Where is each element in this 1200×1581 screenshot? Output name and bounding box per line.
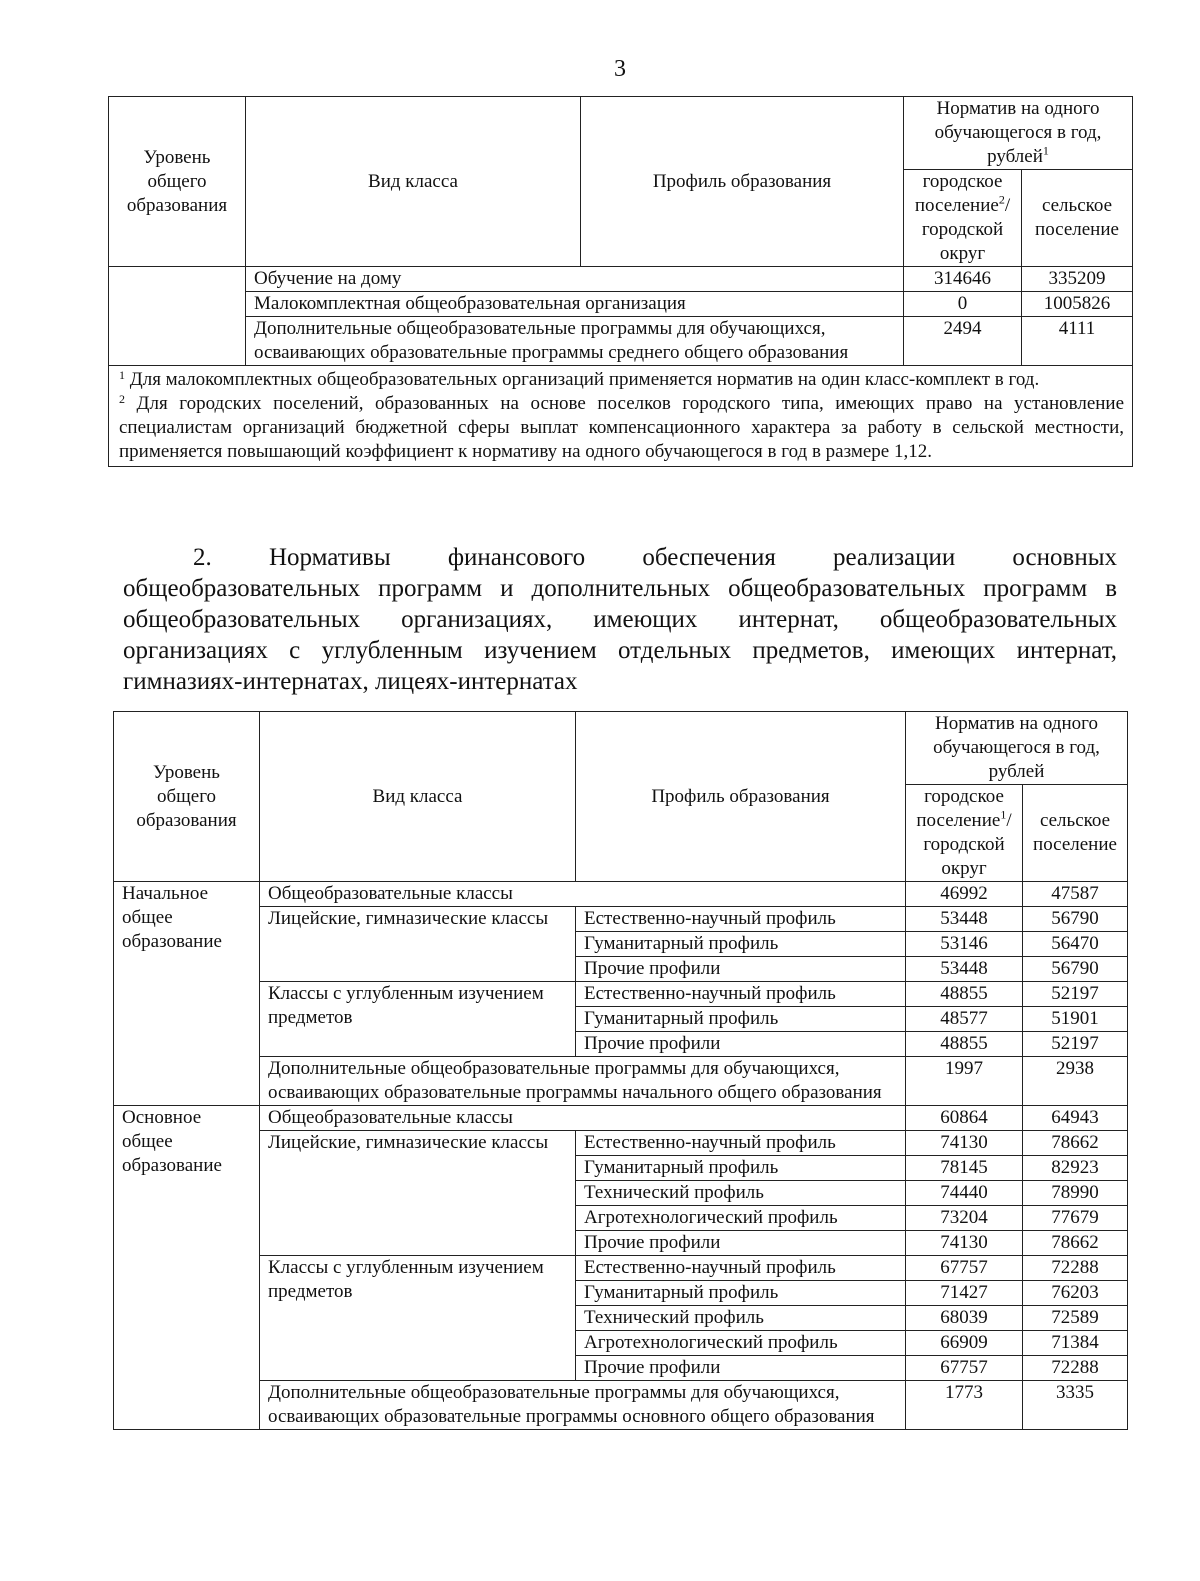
table-row [114,1106,1128,1131]
urban-value: 71427 [906,1281,1023,1306]
urban-value: 78145 [906,1156,1023,1181]
profile-label: Естественно-научный профиль [576,1256,906,1281]
urban-value: 74440 [906,1181,1023,1206]
urban-value: 53146 [906,932,1023,957]
profile-label: Прочие профили [576,1231,906,1256]
urban-value: 74130 [906,1131,1023,1156]
rural-value: 3335 [1023,1381,1128,1430]
footnote-mark: 2 [119,392,125,406]
rural-value: 4111 [1022,317,1133,366]
rural-value: 335209 [1022,267,1133,292]
row-label: Дополнительные общеобразовательные программы для обучающихся, осваивающих образовательные программы основного общего образования [260,1381,906,1430]
urban-value: 1997 [906,1057,1023,1106]
profile-label: Естественно-научный профиль [576,1131,906,1156]
row-label: Обучение на дому [246,267,904,292]
rural-value: 47587 [1023,882,1128,907]
urban-value: 53448 [906,907,1023,932]
rural-value: 76203 [1023,1281,1128,1306]
urban-value: 74130 [906,1231,1023,1256]
urban-value: 48855 [906,1032,1023,1057]
urban-value: 2494 [904,317,1022,366]
class-type-label: Лицейские, гимназические классы [260,907,576,982]
rural-value: 56470 [1023,932,1128,957]
profile-label: Гуманитарный профиль [576,932,906,957]
table-row [109,317,1133,366]
rural-value: 78662 [1023,1131,1128,1156]
level-cell-empty [109,267,246,366]
urban-value: 314646 [904,267,1022,292]
rural-value: 72288 [1023,1356,1128,1381]
header-urban [906,785,1023,882]
rural-value: 72288 [1023,1256,1128,1281]
table-row [114,907,1128,932]
footnote-1 [119,368,1124,392]
urban-value: 0 [904,292,1022,317]
urban-value: 53448 [906,957,1023,982]
header-urban-a: городское поселение [914,171,1003,216]
table-row [114,1057,1128,1106]
class-type-label: Классы с углубленным изучением предметов [260,982,576,1057]
rural-value: 77679 [1023,1206,1128,1231]
header-urban-footnote-ref: 2 [998,192,1005,207]
header-urban [904,170,1022,267]
urban-value: 73204 [906,1206,1023,1231]
header-profile: Профиль образования [581,97,904,267]
profile-label: Прочие профили [576,1032,906,1057]
table-row [109,267,1133,292]
header-norm-text: Норматив на одного обучающегося в год, рублей [934,98,1102,167]
footnotes [109,366,1133,467]
rural-value: 78662 [1023,1231,1128,1256]
urban-value: 66909 [906,1331,1023,1356]
rural-value: 82923 [1023,1156,1128,1181]
rural-value: 2938 [1023,1057,1128,1106]
level-basic: Основное общее образование [114,1106,260,1430]
level-primary: Начальное общее образование [114,882,260,1106]
rural-value: 64943 [1023,1106,1128,1131]
profile-label: Естественно-научный профиль [576,907,906,932]
profile-label: Прочие профили [576,957,906,982]
rural-value: 51901 [1023,1007,1128,1032]
row-label: Общеобразовательные классы [260,1106,906,1131]
class-type-label: Лицейские, гимназические классы [260,1131,576,1256]
section-2-title [123,542,1117,697]
row-label: Малокомплектная общеобразовательная организация [246,292,904,317]
footnote-mark: 1 [119,368,125,382]
header-norm: Норматив на одного обучающегося в год, рублей [906,712,1128,785]
rural-value: 56790 [1023,907,1128,932]
class-type-label: Классы с углубленным изучением предметов [260,1256,576,1381]
header-norm [904,97,1133,170]
header-urban-b: / городской округ [921,195,1011,264]
header-class-type: Вид класса [260,712,576,882]
profile-label: Естественно-научный профиль [576,982,906,1007]
profile-label: Технический профиль [576,1306,906,1331]
table-row [114,882,1128,907]
profile-label: Прочие профили [576,1356,906,1381]
urban-value: 68039 [906,1306,1023,1331]
header-urban-footnote-ref: 1 [1000,807,1007,822]
rural-value: 78990 [1023,1181,1128,1206]
rural-value: 1005826 [1022,292,1133,317]
header-rural: сельское поселение [1022,170,1133,267]
urban-value: 1773 [906,1381,1023,1430]
table-row [114,1131,1128,1156]
table-row [109,292,1133,317]
profile-label: Гуманитарный профиль [576,1156,906,1181]
footnote-2 [119,392,1124,464]
header-level: Уровень общего образования [114,712,260,882]
header-class-type: Вид класса [246,97,581,267]
urban-value: 67757 [906,1356,1023,1381]
norms-table-continued [108,96,1133,467]
header-urban-a: городское поселение [916,786,1004,831]
profile-label: Гуманитарный профиль [576,1281,906,1306]
header-urban-b: / городской округ [923,810,1012,879]
urban-value: 48577 [906,1007,1023,1032]
profile-label: Агротехнологический профиль [576,1331,906,1356]
rural-value: 52197 [1023,982,1128,1007]
rural-value: 52197 [1023,1032,1128,1057]
rural-value: 72589 [1023,1306,1128,1331]
header-rural: сельское поселение [1023,785,1128,882]
footnote-text: Для городских поселений, образованных на основе поселков городского типа, имеющих право на установление специалистам организаций бюджетной сферы выплат компенсационного характера за работу в сельской местности, применяется повышающий коэффициент к нормативу на одного обучающегося в год в размере 1,12. [119,393,1125,462]
table-row [114,1381,1128,1430]
page-number: 3 [614,56,626,82]
header-norm-footnote-ref: 1 [1042,143,1049,158]
header-level: Уровень общего образования [109,97,246,267]
profile-label: Технический профиль [576,1181,906,1206]
footnote-text: Для малокомплектных общеобразовательных организаций применяется норматив на один класс-комплект в год. [129,369,1040,390]
norms-table-boarding [113,711,1128,1430]
table-row [114,1256,1128,1281]
footnotes-row [109,366,1133,467]
profile-label: Гуманитарный профиль [576,1007,906,1032]
table-row [114,982,1128,1007]
urban-value: 67757 [906,1256,1023,1281]
row-label: Общеобразовательные классы [260,882,906,907]
rural-value: 56790 [1023,957,1128,982]
row-label: Дополнительные общеобразовательные программы для обучающихся, осваивающих образовательные программы среднего общего образования [246,317,904,366]
row-label: Дополнительные общеобразовательные программы для обучающихся, осваивающих образовательные программы начального общего образования [260,1057,906,1106]
urban-value: 48855 [906,982,1023,1007]
urban-value: 46992 [906,882,1023,907]
profile-label: Агротехнологический профиль [576,1206,906,1231]
header-profile: Профиль образования [576,712,906,882]
urban-value: 60864 [906,1106,1023,1131]
rural-value: 71384 [1023,1331,1128,1356]
section-2-title-line1: 2. Нормативы финансового обеспечения реализации основных [193,544,1117,571]
section-2-title-rest: общеобразовательных программ и дополнительных общеобразовательных программ в общеобразовательных организациях, имеющих интернат, общеобразовательных организациях с углубленным изучением отдельных предметов, имеющих интернат, гимназиях-интернатах, лицеях-интернатах [123,575,1117,695]
